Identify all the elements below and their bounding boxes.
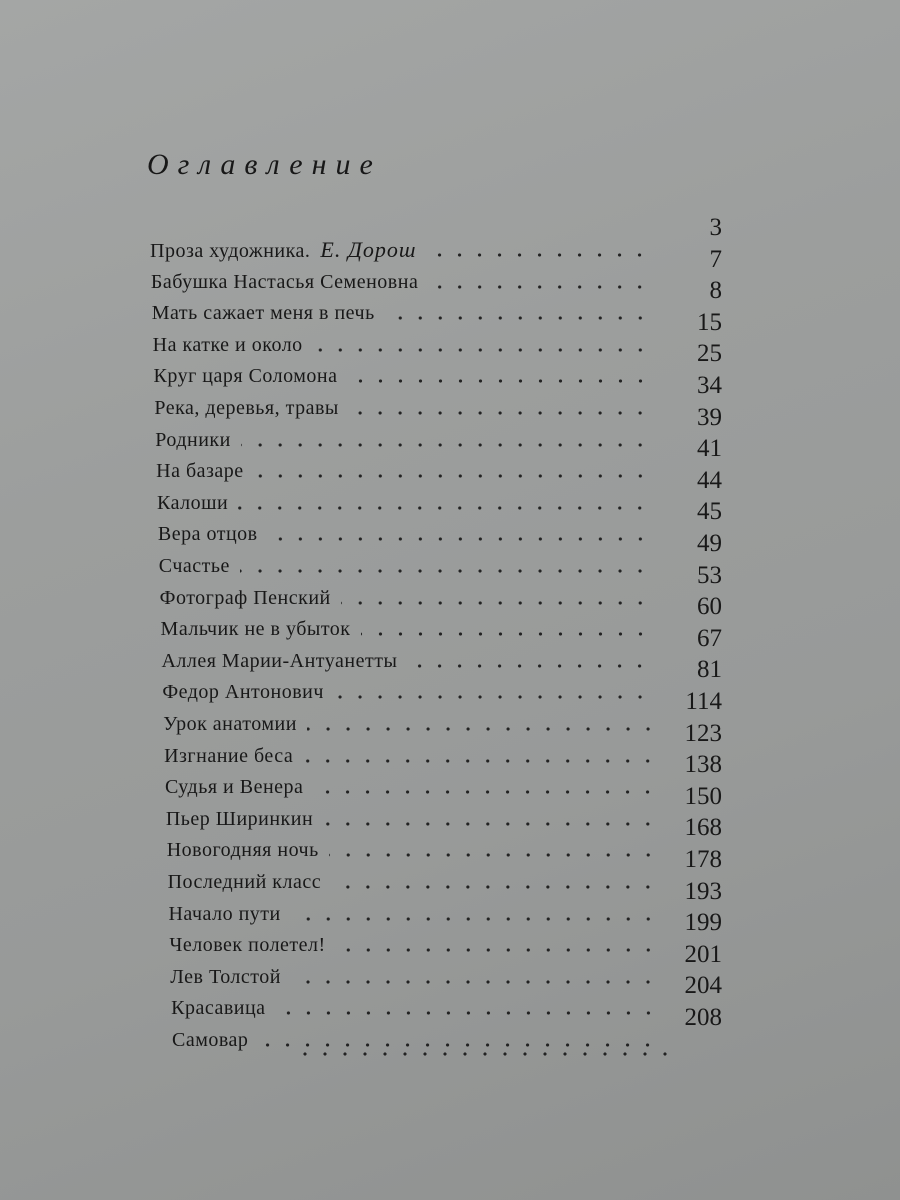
leader-dots <box>303 759 658 763</box>
entry-title-text: Начало пути <box>168 902 281 925</box>
page-number: 53 <box>697 561 722 589</box>
entry-title <box>161 648 397 674</box>
page-number: 67 <box>697 624 722 652</box>
leader-dots <box>385 316 650 320</box>
entry-title-text: Пьер Ширинкин <box>165 807 314 830</box>
entry-title-text: Самовар <box>172 1029 249 1051</box>
entry-title-text: Родники <box>155 428 231 451</box>
entry-title <box>150 237 416 264</box>
toc-entry <box>0 363 900 395</box>
entry-title-text: Счастье <box>158 555 230 577</box>
page-number: 15 <box>697 308 722 336</box>
entry-title <box>170 964 281 990</box>
toc-entry <box>0 679 900 711</box>
leader-dots <box>291 980 658 984</box>
page-number: 178 <box>684 846 722 873</box>
entry-title <box>166 806 313 832</box>
page-title: Оглавление <box>147 148 382 181</box>
entry-title <box>164 743 293 769</box>
toc-entry <box>0 395 900 427</box>
entry-title <box>160 585 331 611</box>
entry-title-text: Новогодняя ночь <box>166 839 319 862</box>
page-number: 123 <box>684 719 722 747</box>
entry-title <box>155 427 231 453</box>
entry-title <box>156 458 244 484</box>
page-number: 25 <box>697 340 722 368</box>
entry-title-text: Лев Толстой <box>170 965 281 988</box>
leader-dots <box>407 664 650 668</box>
entry-title <box>158 521 258 547</box>
entry-title-text: На катке и около <box>152 333 303 356</box>
entry-title-text: Калоши <box>157 491 229 514</box>
entry-title-text: Проза художника. <box>150 240 311 262</box>
entry-title <box>157 490 228 516</box>
leader-dots <box>349 411 650 415</box>
page-number: 150 <box>684 782 722 810</box>
page-number: 114 <box>685 688 722 715</box>
toc-entry <box>0 269 900 301</box>
page-number: 45 <box>697 498 722 526</box>
leader-dots <box>291 917 658 921</box>
entry-title <box>154 363 338 389</box>
toc-final-leader <box>0 1034 900 1066</box>
entry-title-text: Мать сажает меня в печь <box>151 302 375 325</box>
toc-entry <box>0 806 900 838</box>
entry-title-text: Урок анатомии <box>163 713 297 735</box>
entry-title <box>167 837 319 863</box>
entry-title-text: Изгнание беса <box>164 744 294 767</box>
page-number: 34 <box>697 372 722 399</box>
leader-dots <box>307 727 658 731</box>
entry-title-text: Мальчик не в убыток <box>160 618 351 641</box>
page-number: 44 <box>697 466 722 494</box>
entry-title-text: Последний класс <box>167 871 322 893</box>
entry-title-text: Бабушка Настасья Семеновна <box>150 270 419 293</box>
leader-dots <box>313 348 650 352</box>
page-number: 193 <box>684 877 722 905</box>
entry-title <box>151 269 418 295</box>
entry-title-text: Река, деревья, травы <box>154 397 339 419</box>
leader-dots <box>238 506 650 510</box>
toc-entry <box>0 300 900 332</box>
toc-entry <box>0 964 900 996</box>
toc-entry <box>0 711 900 743</box>
entry-title <box>169 932 325 958</box>
leader-dots <box>334 695 650 699</box>
entry-title <box>152 300 375 326</box>
entry-title-text: Круг царя Соломона <box>153 365 338 388</box>
toc-entry <box>0 490 900 522</box>
entry-title-text: Федор Антонович <box>162 681 324 704</box>
page-number: 204 <box>684 972 722 1000</box>
entry-title-text: Человек полетел! <box>169 934 326 957</box>
page-number: 39 <box>697 403 722 431</box>
entry-title <box>168 901 280 927</box>
entry-title <box>165 774 303 800</box>
entry-title-text: Вера отцов <box>157 523 258 546</box>
toc-entry <box>0 932 900 964</box>
toc-entry <box>0 837 900 869</box>
entry-title <box>163 711 297 737</box>
entry-title-text: Аллея Марии-Антуанетты <box>161 649 398 672</box>
entry-title <box>154 395 338 421</box>
toc-entry <box>0 332 900 364</box>
page-number: 49 <box>697 530 722 557</box>
leader-dots <box>341 601 650 605</box>
page-number: 138 <box>684 751 722 779</box>
leader-dots <box>276 1011 658 1015</box>
page-number: 8 <box>709 277 722 305</box>
entry-title <box>162 679 324 705</box>
leader-dots <box>426 253 650 257</box>
leader-dots <box>329 853 658 857</box>
entry-title-text: Красавица <box>171 997 266 1020</box>
toc-entry <box>0 237 900 269</box>
page-number: 3 <box>709 214 722 241</box>
leader-dots <box>336 948 658 952</box>
entry-title <box>161 616 351 642</box>
toc-entry <box>0 521 900 553</box>
toc-entry <box>0 616 900 648</box>
page-number: 60 <box>697 593 722 621</box>
toc-entry <box>0 901 900 933</box>
leader-dots <box>290 1052 675 1056</box>
toc-entry <box>0 648 900 680</box>
page-number: 201 <box>684 940 722 968</box>
leader-dots <box>331 885 658 889</box>
toc-entry <box>0 585 900 617</box>
toc-entry <box>0 427 900 459</box>
entry-title-text: Фотограф Пенский <box>159 586 331 609</box>
leader-dots <box>313 790 658 794</box>
toc-entry <box>0 553 900 585</box>
entry-title <box>159 553 230 579</box>
leader-dots <box>268 537 650 541</box>
leader-dots <box>240 569 650 573</box>
page-number: 7 <box>709 245 722 273</box>
toc-entry <box>0 869 900 901</box>
toc-entry <box>0 458 900 490</box>
leader-dots <box>241 443 650 447</box>
page-number: 41 <box>697 435 722 463</box>
toc-entry <box>0 774 900 806</box>
entry-author: Е. Дорош <box>320 237 417 262</box>
entry-title-text: Судья и Венера <box>164 776 304 799</box>
page-number: 168 <box>684 814 722 842</box>
entry-title <box>168 869 322 895</box>
leader-dots <box>254 474 650 478</box>
toc-entry <box>0 995 900 1027</box>
page-number: 81 <box>697 656 722 684</box>
toc-entry <box>0 743 900 775</box>
leader-dots <box>361 632 650 636</box>
page-number: 208 <box>684 1004 722 1031</box>
entry-title-text: На базаре <box>156 460 244 483</box>
page-number: 199 <box>684 909 722 937</box>
leader-dots <box>323 822 658 826</box>
leader-dots <box>428 285 650 289</box>
entry-title <box>153 332 303 358</box>
leader-dots <box>348 379 650 383</box>
entry-title <box>171 995 265 1021</box>
